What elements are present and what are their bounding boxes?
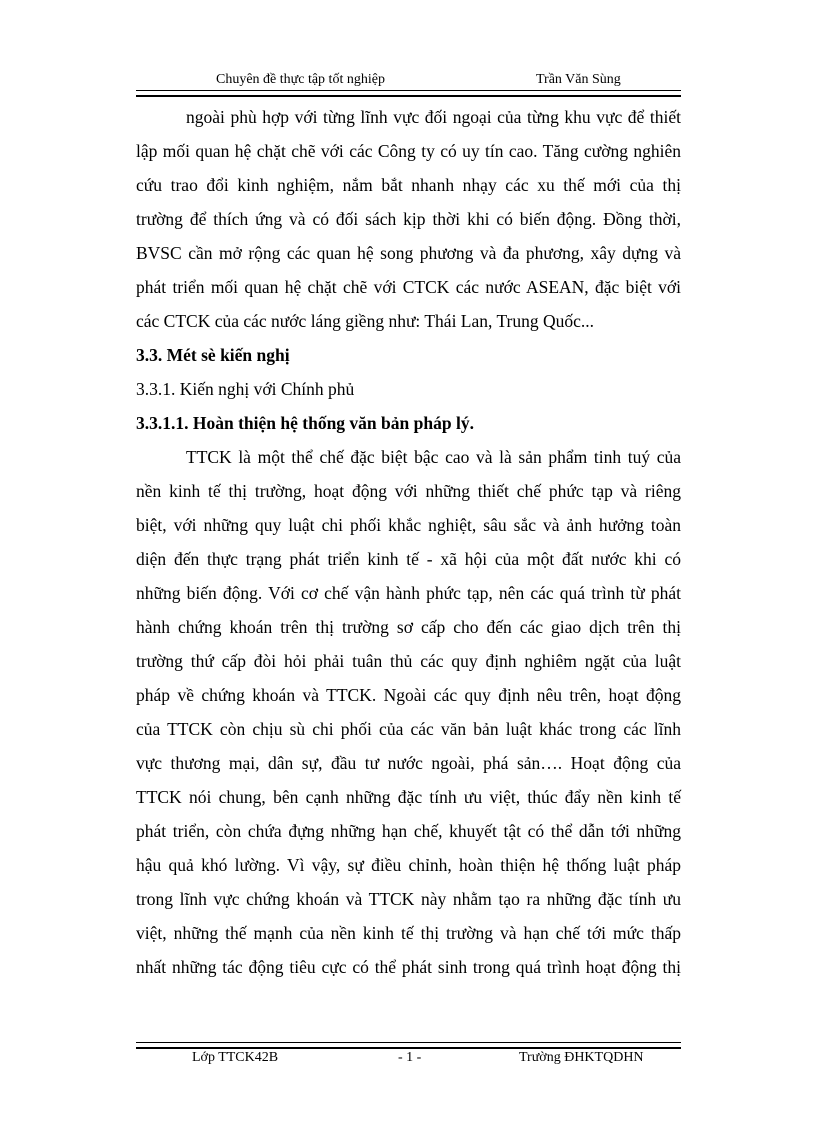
text-line: việt, những thế mạnh của nền kinh tế thị trường và hạn chế tới mức thấp (136, 923, 681, 943)
subsection-heading-3-3-1-1: 3.3.1.1. Hoàn thiện hệ thống văn bản pháp lý. (136, 413, 474, 433)
text-line: của TTCK còn chịu sù chi phối của các văn bản luật khác trong các lĩnh (136, 719, 681, 739)
document-body (136, 100, 681, 984)
page-number: - 1 - (398, 1050, 422, 1065)
text-line: trường để thích ứng và có đối sách kịp thời khi có biến động. Đồng thời, (136, 209, 681, 229)
text-line: vực thương mại, dân sự, đầu tư nước ngoài, phá sản…. Hoạt động của (136, 753, 681, 773)
text-line: TTCK là một thể chế đặc biệt bậc cao và là sản phẩm tinh tuý của (186, 447, 681, 467)
section-heading-3-3: 3.3. Mét sè kiến nghị (136, 345, 290, 365)
text-line: trong lĩnh vực chứng khoán và TTCK này nhằm tạo ra những đặc tính ưu (136, 889, 681, 909)
text-line: TTCK nói chung, bên cạnh những đặc tính ưu việt, thúc đẩy nền kinh tế (136, 787, 681, 807)
text-line: BVSC cần mở rộng các quan hệ song phương và đa phương, xây dựng và (136, 243, 681, 263)
subsection-heading-3-3-1: 3.3.1. Kiến nghị với Chính phủ (136, 379, 355, 399)
text-line: nền kinh tế thị trường, hoạt động với những thiết chế phức tạp và riêng (136, 481, 681, 501)
header-divider (136, 90, 681, 97)
text-line: diện đến thực trạng phát triển kinh tế - xã hội của một đất nước khi có (136, 549, 681, 569)
text-line: nhất những tác động tiêu cực có thể phát sinh trong quá trình hoạt động thị (136, 957, 681, 977)
text-line: hậu quả khó lường. Vì vậy, sự điều chỉnh, hoàn thiện hệ thống luật pháp (136, 855, 681, 875)
footer-class: Lớp TTCK42B (192, 1050, 279, 1065)
text-line: phát triển mối quan hệ chặt chẽ với CTCK các nước ASEAN, đặc biệt với (136, 277, 681, 297)
text-line: pháp về chứng khoán và TTCK. Ngoài các quy định nêu trên, hoạt động (136, 685, 681, 705)
text-line: lập mối quan hệ chặt chẽ với các Công ty có uy tín cao. Tăng cường nghiên (136, 141, 681, 161)
header-author: Trần Văn Sùng (536, 72, 621, 87)
text-line: ngoài phù hợp với từng lĩnh vực đối ngoại của từng khu vực để thiết (186, 107, 681, 127)
paragraph-legal-framework (136, 440, 681, 984)
text-line: biệt, với những quy luật chi phối khắc nghiệt, sâu sắc và ảnh hưởng toàn (136, 515, 681, 535)
page-footer (136, 1048, 681, 1070)
text-line: cứu trao đổi kinh nghiệm, nắm bắt nhanh nhạy các xu thế mới của thị (136, 175, 681, 195)
page-header (136, 68, 681, 92)
text-line: hành chứng khoán trên thị trường sơ cấp cho đến các giao dịch trên thị (136, 617, 681, 637)
text-line: các CTCK của các nước láng giềng như: Thái Lan, Trung Quốc... (136, 311, 594, 331)
text-line: phát triển, còn chứa đựng những hạn chế, khuyết tật có thể dẫn tới những (136, 821, 681, 841)
text-line: những biến động. Với cơ chế vận hành phức tạp, nên các quá trình từ phát (136, 583, 681, 603)
footer-school: Trường ĐHKTQDHN (519, 1050, 644, 1065)
paragraph-intro (136, 100, 681, 338)
header-title: Chuyên đề thực tập tốt nghiệp (216, 72, 385, 87)
text-line: trường thứ cấp đòi hỏi phải tuân thủ các quy định nghiêm ngặt của luật (136, 651, 681, 671)
